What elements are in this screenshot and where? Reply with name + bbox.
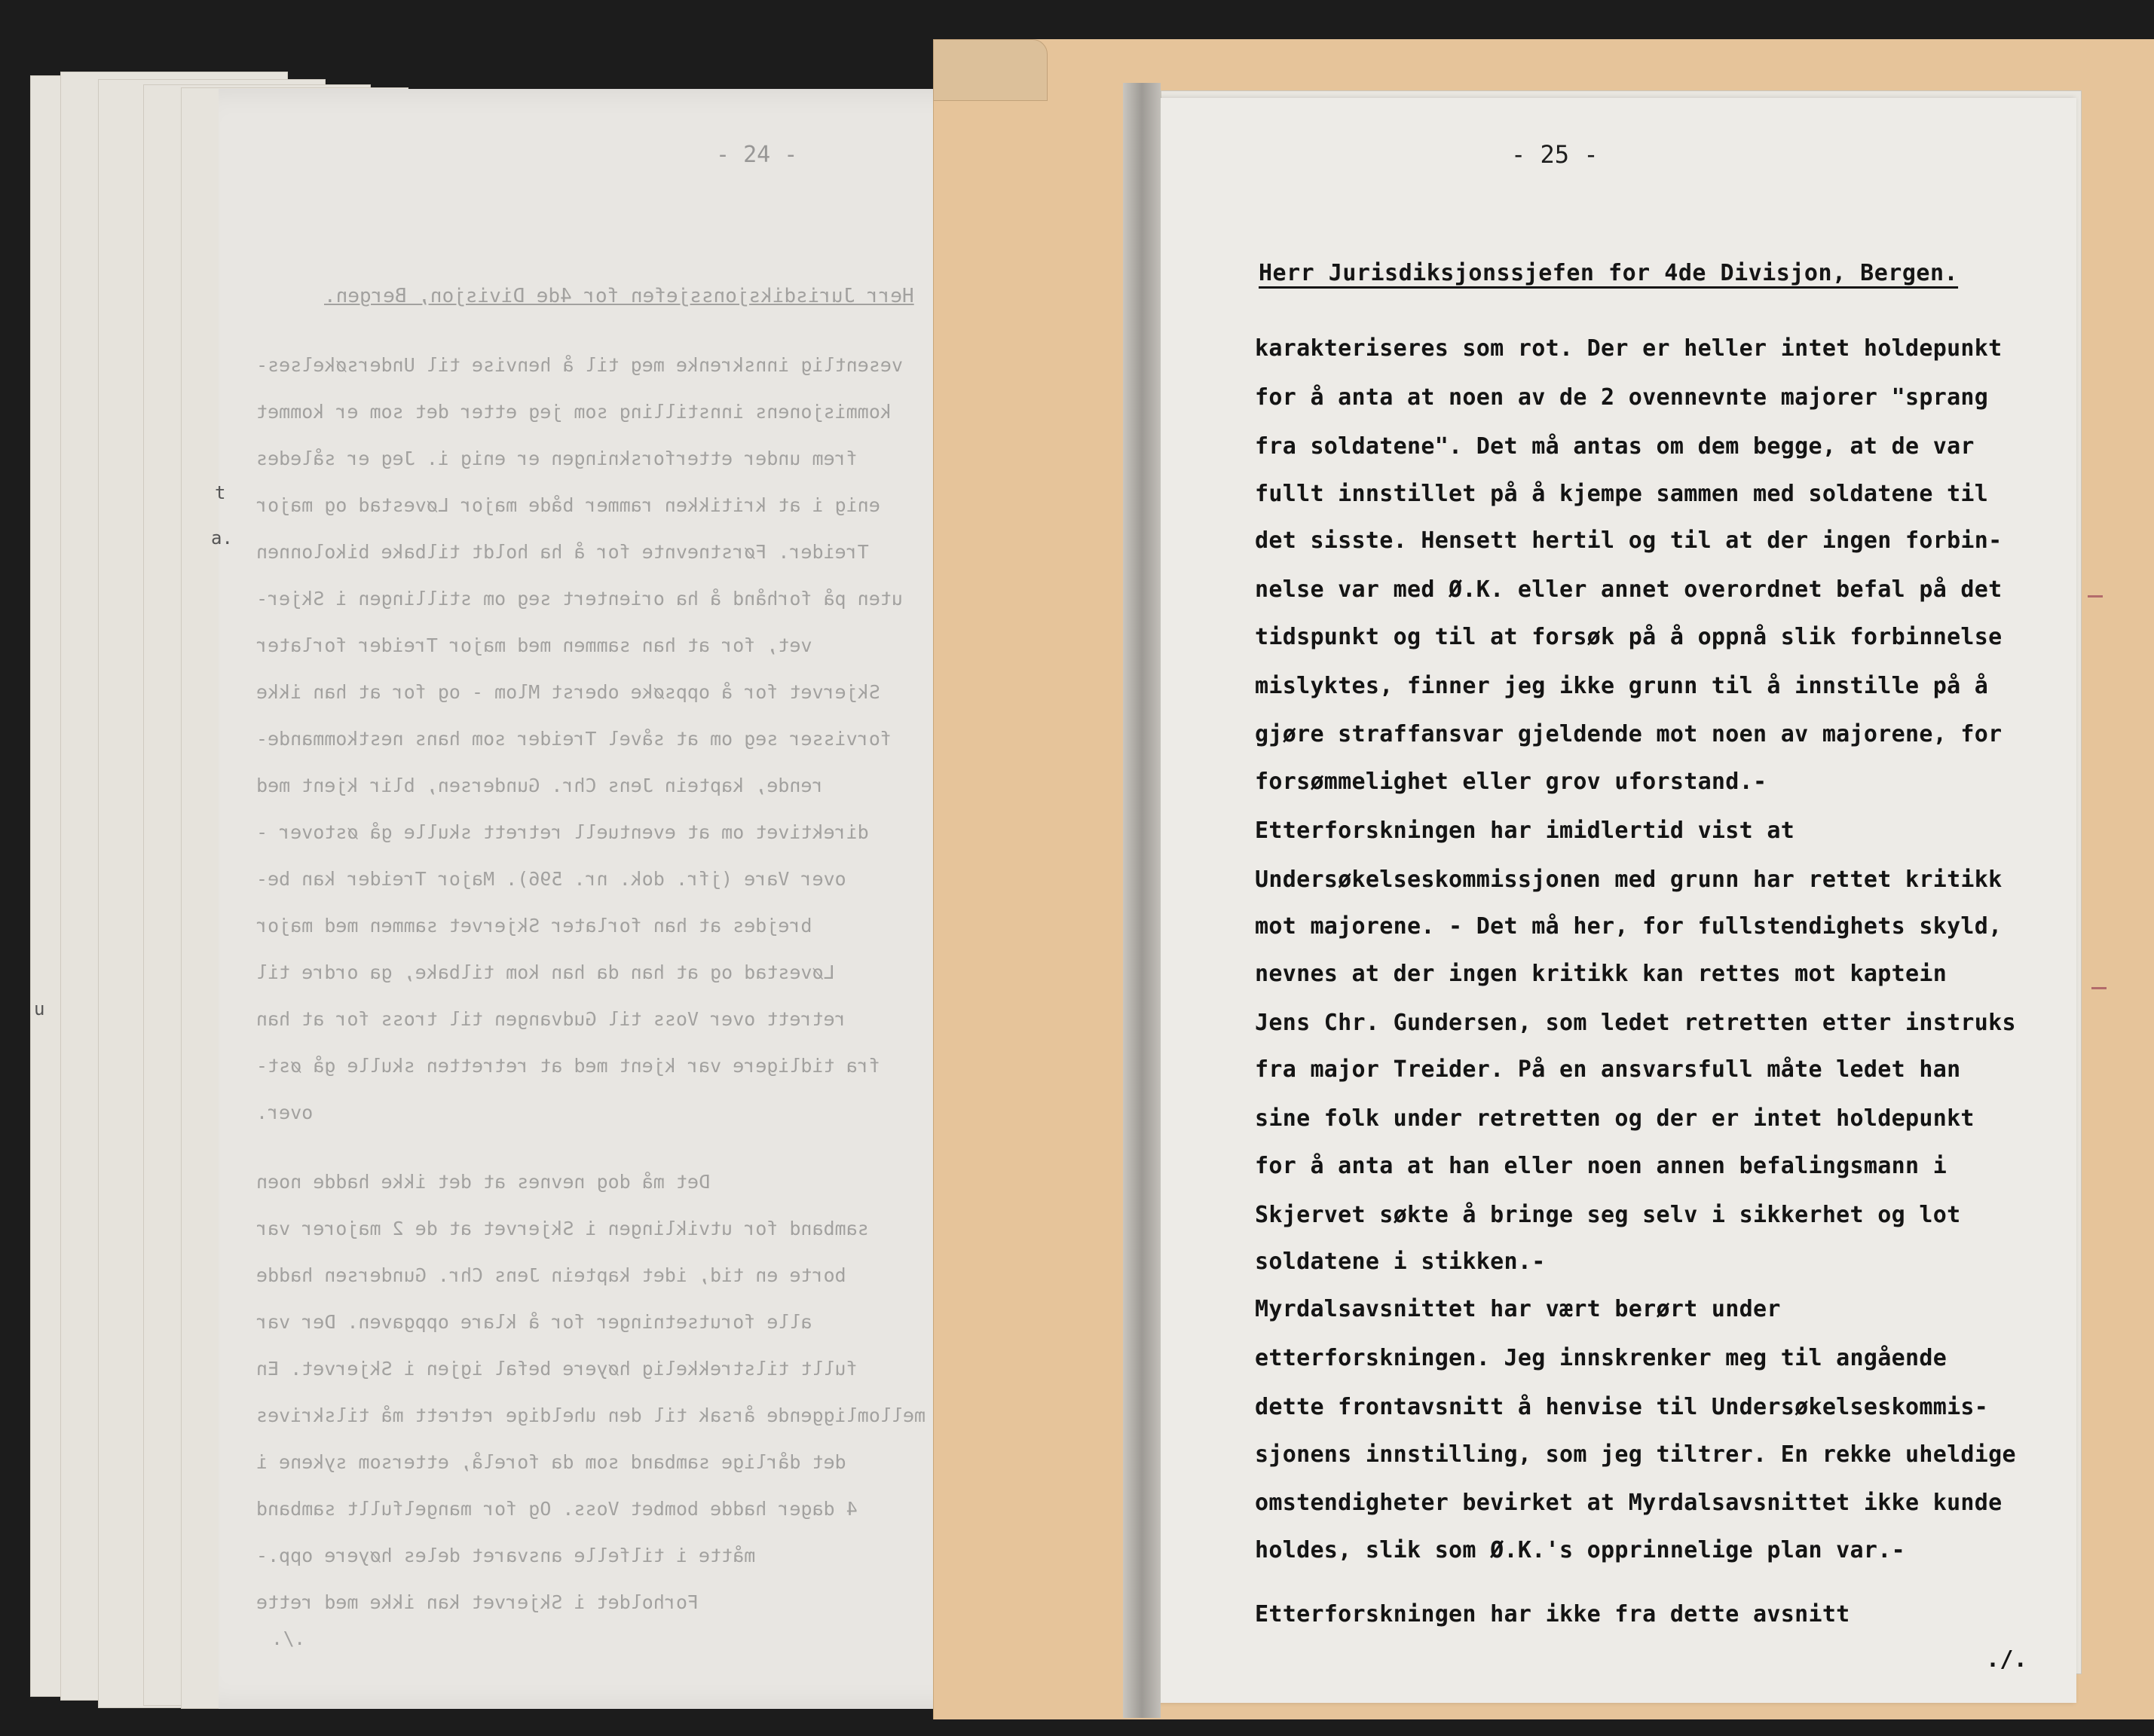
ghost-line: borte en tid, idet kaptein Jens Chr. Gundersen hadde xyxy=(256,1264,846,1286)
folder-edge-mark xyxy=(2088,595,2103,598)
ghost-line: fra tidligere var kjent med at retretten skulle gå øst- xyxy=(256,1055,880,1077)
ghost-line: mellomliggende årsak til den uheldige retrett må tilskrives xyxy=(256,1404,926,1426)
ghost-line: retrett over Voss til Gudvangen til tross for at han xyxy=(256,1008,846,1030)
ghost-line: fullt tilstrekkelig høyere befal igjen i Skjervet. En xyxy=(256,1358,858,1380)
body-line: etterforskningen. Jeg innskrenker meg til angående xyxy=(1255,1345,1947,1371)
body-line: Myrdalsavsnittet har vært berørt under xyxy=(1255,1296,1781,1322)
ghost-line: vesentlig innskrenke meg til å henvise til Undersøkelses- xyxy=(256,354,903,376)
body-line: nelse var med Ø.K. eller annet overordnet befal på det xyxy=(1255,576,2003,603)
body-line: karakteriseres som rot. Der er heller intet holdepunkt xyxy=(1255,335,2003,362)
ghost-line: Skjervet for å oppsøke oberst Mlom - og for at han ikke xyxy=(256,681,880,703)
body-line: for å anta at han eller noen annen befalingsmann i xyxy=(1255,1153,1947,1179)
body-line: omstendigheter bevirket at Myrdalsavsnittet ikke kunde xyxy=(1255,1490,2003,1516)
ghost-line: Treider. Førstnevnte for å ha holdt tilbake bikolonnen xyxy=(256,541,869,563)
body-line: gjøre straffansvar gjeldende mot noen av majorene, for xyxy=(1255,721,2003,747)
ghost-line: Løvestad og at han da han kom tilbake, ga ordre til xyxy=(256,961,835,983)
left-page-number: - 24 - xyxy=(716,142,798,168)
document-heading: Herr Jurisdiksjonssjefen for 4de Divisjon, Bergen. xyxy=(1259,260,1959,286)
ghost-line: brejdes at han forlater Skjervet sammen med major xyxy=(256,915,812,937)
body-line: for å anta at noen av de 2 ovennevnte majorer "sprang xyxy=(1255,384,1989,411)
folder-tab xyxy=(933,39,1048,101)
body-line: sine folk under retretten og der er intet holdepunkt xyxy=(1255,1105,1975,1132)
body-line: fra major Treider. På en ansvarsfull måte ledet han xyxy=(1255,1056,1961,1083)
ghost-line: over. xyxy=(256,1102,314,1123)
margin-mark: a. xyxy=(211,527,233,549)
body-line: soldatene i stikken.- xyxy=(1255,1249,1546,1275)
ghost-line: Det må dog nevnes at det ikke hadde noen xyxy=(256,1171,711,1193)
body-line: mot majorene. - Det må her, for fullstendighets skyld, xyxy=(1255,913,2003,940)
body-line: fullt innstillet på å kjempe sammen med soldatene til xyxy=(1255,481,1989,507)
ghost-line: enig i at kritikken rammer både major Løvestad og major xyxy=(256,494,880,516)
body-line: Jens Chr. Gundersen, som ledet retretten etter instruks xyxy=(1255,1010,2016,1036)
body-line: mislyktes, finner jeg ikke grunn til å innstille på å xyxy=(1255,673,1989,699)
ghost-line: måtte i tilfelle ansvaret deles høyere opp.- xyxy=(256,1545,756,1566)
ghost-line: Forholdet i Skjervet kan ikke med rette xyxy=(256,1591,699,1613)
ghost-line: rende, kaptein Jens Chr. Gundersen, blir kjent med xyxy=(256,775,824,796)
body-line: tidspunkt og til at forsøk på å oppnå slik forbinnelse xyxy=(1255,624,2003,650)
ghost-line: kommisjonens innstilling som jeg etter det som er kommet xyxy=(256,401,892,423)
ghost-line: det dårlige samband som da forelå, ettersom sykene i xyxy=(256,1451,846,1473)
body-line: Etterforskningen har ikke fra dette avsnitt xyxy=(1255,1601,1850,1628)
body-line: Skjervet søkte å bringe seg selv i sikkerhet og lot xyxy=(1255,1202,1961,1228)
ghost-line: vet, for at han sammen med major Treider forlater xyxy=(256,634,812,656)
ghost-line: frem under etterforskningen er enig i. Jeg er således xyxy=(256,448,858,469)
book-gutter xyxy=(1123,83,1161,1718)
folder-edge-mark xyxy=(2091,987,2107,989)
ghost-line: ./. xyxy=(271,1628,306,1649)
body-line: forsømmelighet eller grov uforstand.- xyxy=(1255,769,1767,795)
body-line: dette frontavsnitt å henvise til Undersøkelseskommis- xyxy=(1255,1394,1989,1420)
body-line: det sisste. Hensett hertil og til at der ingen forbin- xyxy=(1255,527,2003,554)
ghost-line: samband for utviklingen i Skjervet at de 2 majorer var xyxy=(256,1218,869,1239)
body-line: nevnes at der ingen kritikk kan rettes mot kaptein xyxy=(1255,961,1947,987)
ghost-line: over Vare (jfr. dok. nr. 596). Major Treider kan be- xyxy=(256,868,846,890)
body-line: Etterforskningen har imidlertid vist at xyxy=(1255,818,1795,844)
margin-mark: u xyxy=(34,998,45,1019)
margin-mark: t xyxy=(215,482,226,503)
ghost-line: uten på forhånd å ha orientert seg om stillingen i Skjer- xyxy=(256,588,903,610)
ghost-line: forvisser seg om at såvel Treider som hans nestkommande- xyxy=(256,728,892,750)
ghost-line: alle forutsetninger for å klare oppgaven. Der var xyxy=(256,1311,812,1333)
ghost-line: 4 dager hadde bombet Voss. Og for mangelfullt samband xyxy=(256,1498,858,1520)
body-line: sjonens innstilling, som jeg tiltrer. En rekke uheldige xyxy=(1255,1441,2016,1468)
left-mirrored-heading: Herr Jurisdiksjonssjefen for 4de Divisjon, Bergen. xyxy=(324,285,914,307)
ghost-line: direktivet om at eventuell retrett skulle gå østover - xyxy=(256,821,869,843)
right-page-number: - 25 - xyxy=(1511,140,1599,169)
body-line: Undersøkelseskommissjonen med grunn har rettet kritikk xyxy=(1255,866,2003,893)
body-line: holdes, slik som Ø.K.'s opprinnelige plan var.- xyxy=(1255,1537,1905,1563)
body-line: fra soldatene". Det må antas om dem begge, at de var xyxy=(1255,433,1975,460)
body-line: ./. xyxy=(1986,1646,2028,1673)
